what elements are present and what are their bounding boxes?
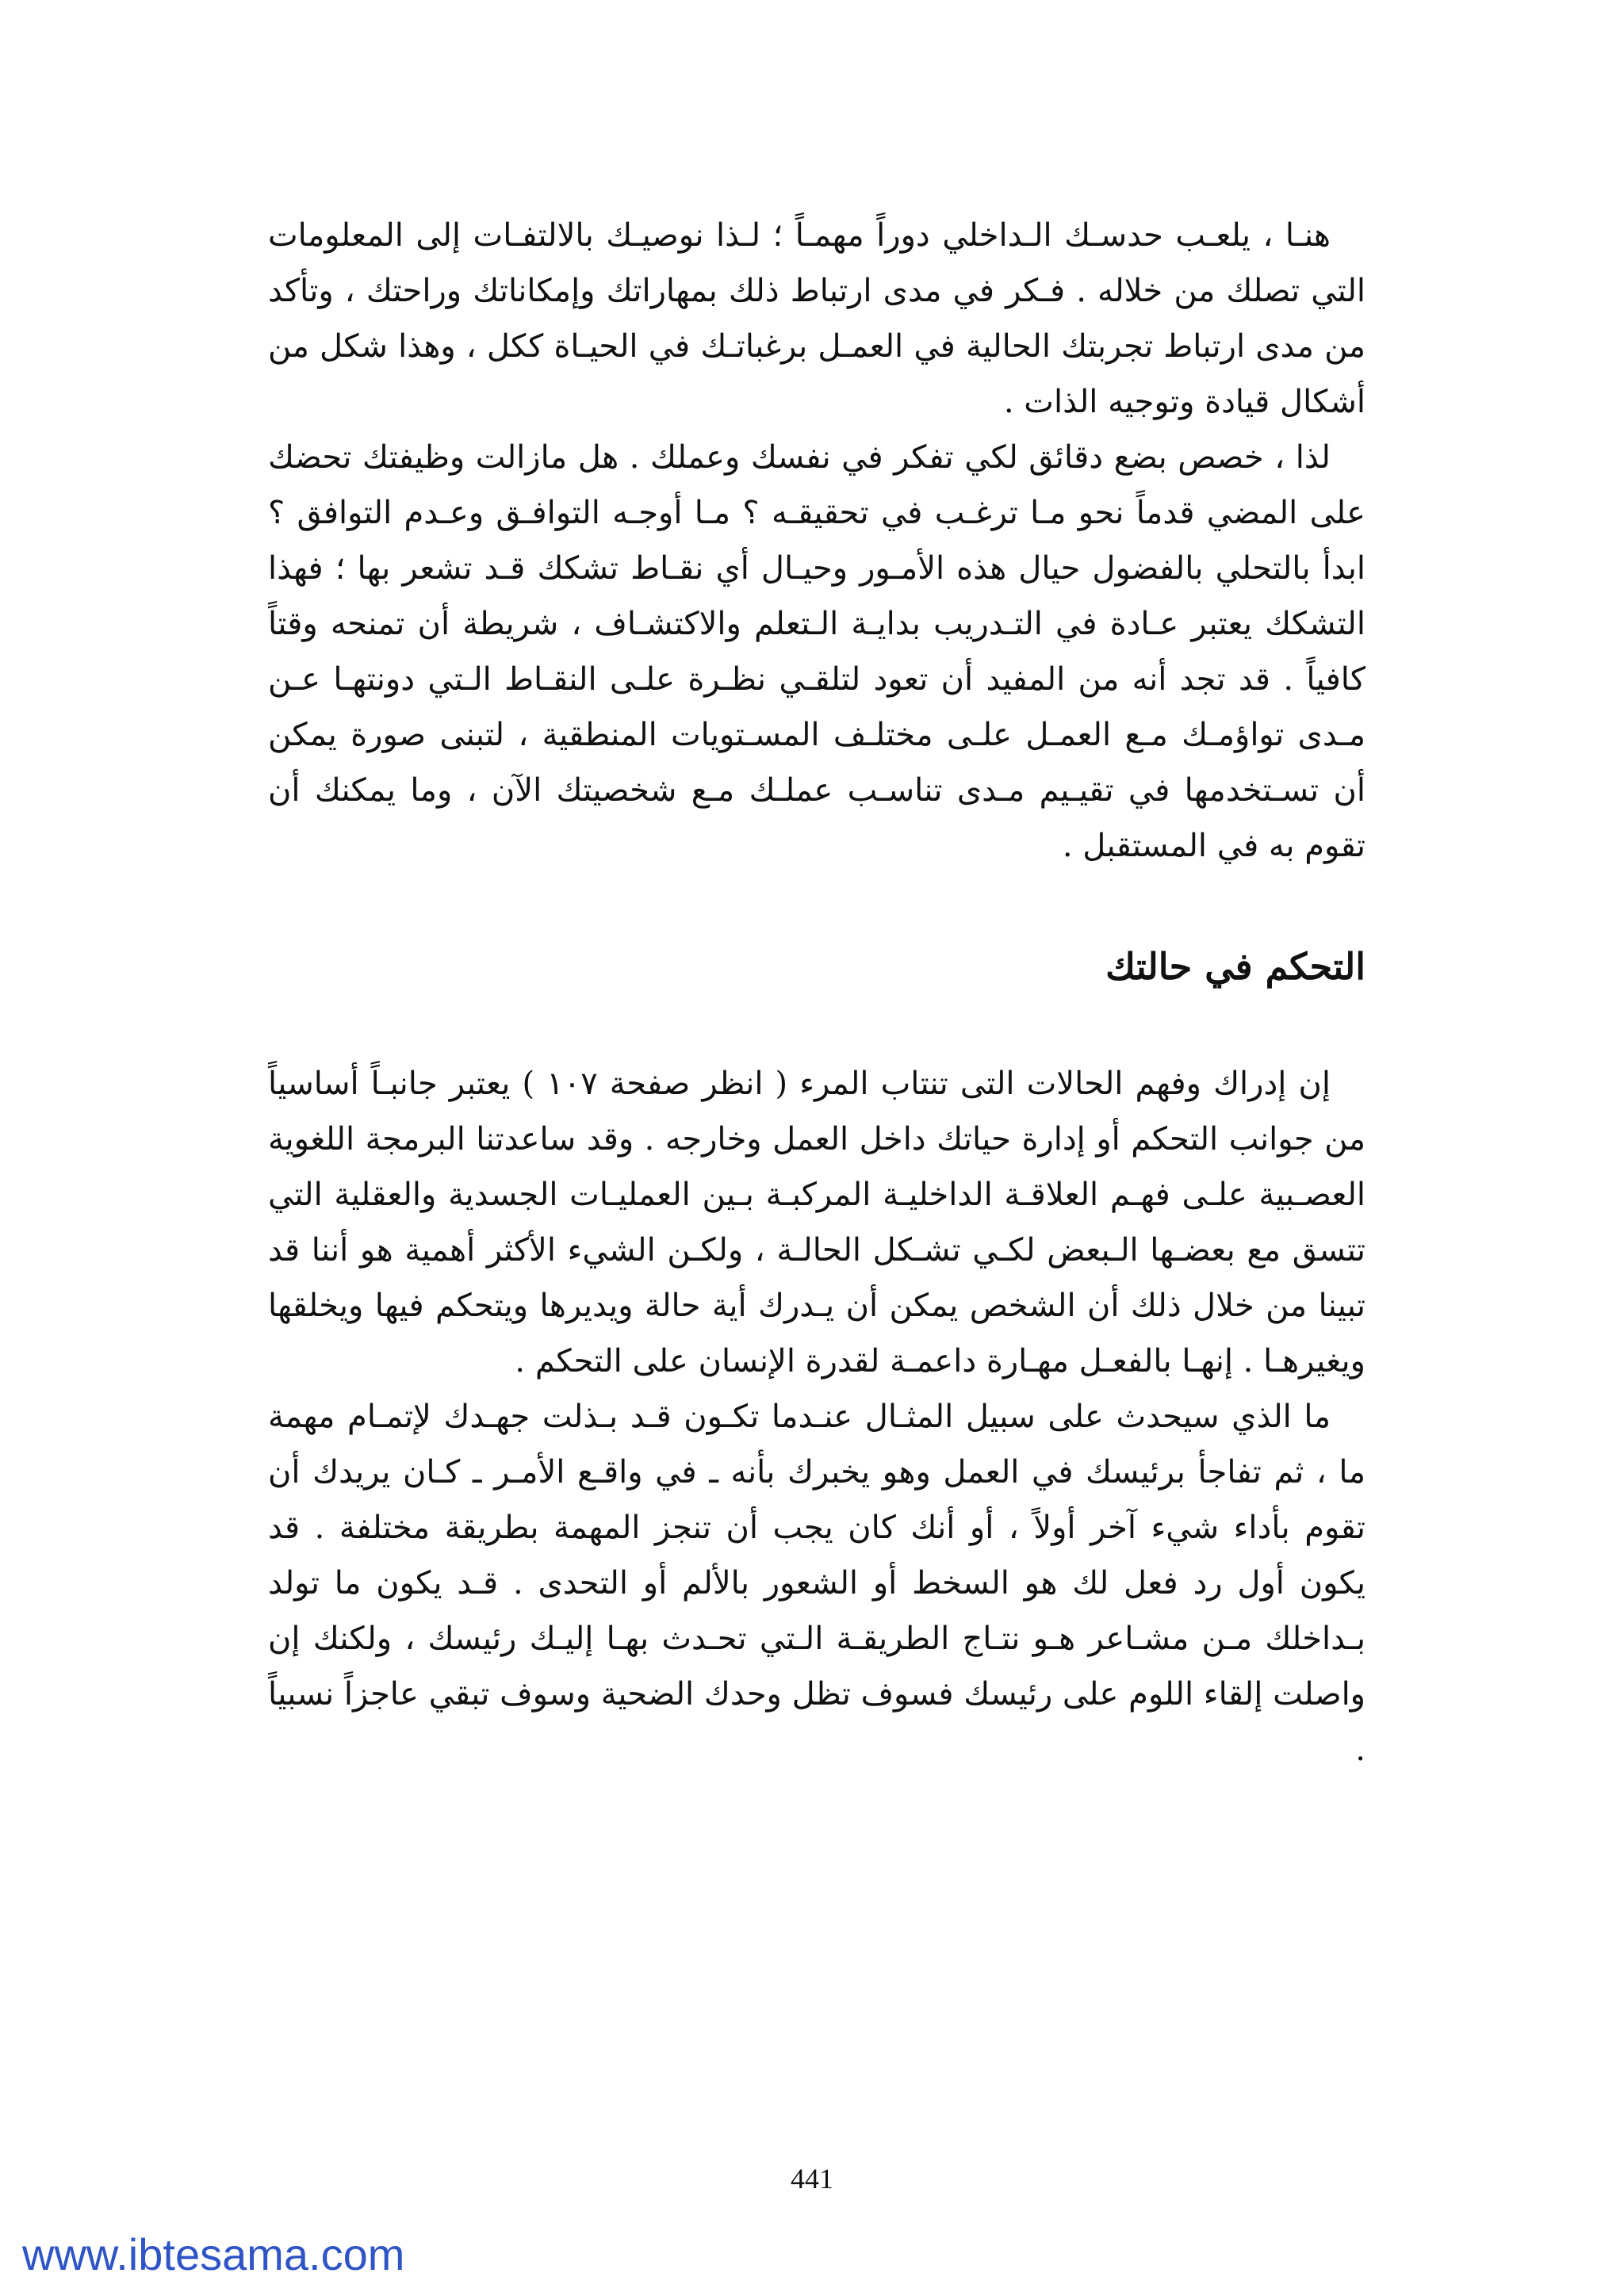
paragraph-intuition: هنـا ، يلعـب حدسـك الـداخلي دوراً مهمـاً ؛ لـذا نوصيـك بالالتفـات إلى المعلومات التي تصلك من خلاله . فـكر في مدى ارتباط ذلك بمهاراتك وإمكاناتك وراحتك ، وتأكد من مدى ارتباط تجربتك الحالية في العمـل برغباتـك في الحيـاة ككل ، وهذا شكل من أشكال قيادة وتوجيه الذات . xyxy=(268,217,1365,420)
page-number: 441 xyxy=(791,2163,833,2195)
paragraph-states: إن إدراك وفهم الحالات التى تنتاب المرء ( انظر صفحة ١٠٧ ) يعتبر جانبـاً أساسياً من جوانب التحكم أو إدارة حياتك داخل العمل وخارجه . وقد ساعدتنا البرمجة اللغوية العصـبية علـى فهـم العلاقـة الداخليـة المركبـة بـين العمليـات الجسدية والعقلية التي تتسق مع بعضـها الـبعض لكـي تشـكل الحالـة ، ولكـن الشيء الأكثر أهمية هو أننا قد تبينا من خلال ذلك أن الشخص يمكن أن يـدرك أية حالة ويديرها ويتحكم فيها ويخلقها ويغيرهـا . إنهـا بالفعـل مهـارة داعمـة لقدرة الإنسان على التحكم . xyxy=(268,1066,1366,1380)
page-body xyxy=(268,208,1365,1777)
watermark-url: www.ibtesama.com xyxy=(22,2229,405,2279)
section-heading: التحكم في حالتك xyxy=(1105,945,1365,988)
paragraph-example: ما الذي سيحدث على سبيل المثـال عنـدما تكـون قـد بـذلت جهـدك لإتمـام مهمة ما ، ثم تفاجأ برئيسك في العمل وهو يخبرك بأنه ـ في واقـع الأمـر ـ كـان يريدك أن تقوم بأداء شيء آخر أولاً ، أو أنك كان يجب أن تنجز المهمة بطريقة مختلفة . قد يكون أول رد فعل لك هو السخط أو الشعور بالألم أو التحدى . قـد يكون ما تولد بـداخلك مـن مشـاعر هـو نتـاج الطريقـة الـتي تحـدث بهـا إليـك رئيسك ، ولكنك إن واصلت إلقاء اللوم على رئيسك فسوف تظل وحدك الضحية وسوف تبقي عاجزاً نسبياً . xyxy=(268,1399,1366,1768)
paragraph-reflection: لذا ، خصص بضع دقائق لكي تفكر في نفسك وعملك . هل مازالت وظيفتك تحضك على المضي قدماً نحو مـا ترغـب في تحقيقـه ؟ مـا أوجـه التوافـق وعـدم التوافق ؟ ابدأ بالتحلي بالفضول حيال هذه الأمـور وحيـال أي نقـاط تشكك قـد تشعر بها ؛ فهذا التشكك يعتبر عـادة في التـدريب بدايـة الـتعلم والاكتشـاف ، شريطة أن تمنحه وقتاً كافياً . قد تجد أنه من المفيد أن تعود لتلقـي نظـرة علـى النقـاط الـتي دونتهـا عـن مـدى تواؤمـك مـع العمـل علـى مختلـف المسـتويات المنطقية ، لتبنى صورة يمكن أن تسـتخدمها في تقيـيم مـدى تناسـب عملـك مـع شخصيتك الآن ، وما يمكنك أن تقوم به في المستقبل . xyxy=(268,439,1365,864)
